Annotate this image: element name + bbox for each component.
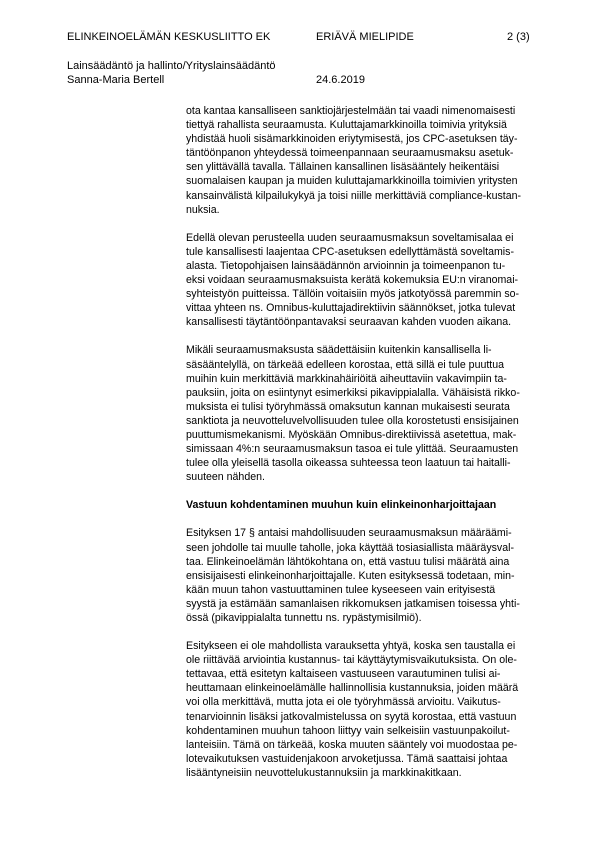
text-line: puuttumismekanismi. Myöskään Omnibus-direktiivissä asetettua, mak- bbox=[186, 428, 517, 441]
text-line: nuksia. bbox=[186, 203, 220, 216]
paragraph bbox=[186, 231, 572, 330]
text-line: pauksiin, joita on esiintynyt esimerkiksi pikavippialalla. Vähäisistä rikko- bbox=[186, 386, 520, 399]
text-line: suomalaisen kaupan ja muiden kuluttajamarkkinoilla toimivien yritysten bbox=[186, 175, 518, 188]
document-date: 24.6.2019 bbox=[316, 74, 365, 86]
text-line: kohdentaminen muuhun tahoon liittyy vain selkeisiin vastuunpakoilut- bbox=[186, 724, 510, 737]
text-line: össä (pikavippialalta tunnettu ns. rypästymisilmiö). bbox=[186, 612, 422, 624]
text-line: simissaan 4%:n seuraamusmaksun tasoa ei tule ylittää. Seuraamusten bbox=[186, 443, 519, 456]
text-line: muksista ei tulisi työryhmässä omaksutun kannan mukaisesti seurata bbox=[186, 400, 510, 413]
paragraph bbox=[186, 104, 572, 217]
text-line: voi olla merkittävä, mutta jota ei ole työryhmässä arvioitu. Vaikutus- bbox=[186, 696, 501, 709]
text-line: tiettyä rahallista seuraamusta. Kuluttajamarkkinoilla toimivia yrityksiä bbox=[186, 119, 507, 132]
text-line: tenarvioinnin lisäksi jatkovalmistelussa on syytä korostaa, että vastuun bbox=[186, 710, 517, 723]
text-line: ole riittävää arviointia kustannus- tai käyttäytymisvaikutuksista. On ole- bbox=[186, 654, 517, 667]
paragraph bbox=[186, 526, 572, 625]
organization-name: ELINKEINOELÄMÄN KESKUSLIITTO EK bbox=[67, 31, 271, 43]
text-line: kansainvälistä kilpailukykyä ja toisi niille merkittäviä compliance-kustan- bbox=[186, 189, 522, 202]
text-line: muihin kuin merkittäviä markkinahäiriöitä aiheuttaviin vakavimpiin ta- bbox=[186, 372, 507, 385]
text-line: tettavaa, että esitetyn kaltaiseen vastuuseen varautuminen tulisi ai- bbox=[186, 668, 501, 681]
section-heading: Vastuun kohdentaminen muuhun kuin elinkeinonharjoittajaan bbox=[186, 499, 497, 512]
document-body bbox=[186, 104, 572, 794]
text-line: heuttamaan elinkeinoelämälle hallinnollisia kustannuksia, joiden määrä bbox=[186, 682, 519, 695]
text-line: seen johdolle tai muulle taholle, joka käyttää tosiasiallista määräysval- bbox=[186, 541, 514, 554]
page-number: 2 (3) bbox=[507, 31, 530, 43]
text-line: alasta. Tietopohjaisen lainsäädännön arvioinnin ja toimeenpanon tu- bbox=[186, 259, 506, 272]
text-line: syystä ja estämään samanlaisen rikkomuksen jatkamisen toisessa yhti- bbox=[186, 597, 520, 610]
text-line: suuteen nähden. bbox=[186, 471, 265, 484]
department: Lainsäädäntö ja hallinto/Yrityslainsäädäntö bbox=[67, 60, 276, 72]
text-line: ensisijaisesti elinkeinonharjoittajalle. Kuten esityksessä todetaan, min- bbox=[186, 569, 515, 582]
text-line: yhdistää huoli sisämarkkinoiden eriytymisestä, jos CPC-asetuksen täy- bbox=[186, 133, 518, 146]
text-line: vittaa yhteen ns. Omnibus-kuluttajadirektiivin säännökset, jotka tulevat bbox=[186, 302, 516, 315]
text-line: Edellä olevan perusteella uuden seuraamusmaksun soveltamisalaa ei bbox=[186, 231, 514, 244]
text-line: Esityksen 17 § antaisi mahdollisuuden seuraamusmaksun määräämi- bbox=[186, 527, 512, 540]
text-line: Mikäli seuraamusmaksusta säädettäisiin kuitenkin kansallisella li- bbox=[186, 344, 492, 357]
text-line: tule kansallisesti laajentaa CPC-asetuksen edellyttämästä soveltamis- bbox=[186, 245, 514, 258]
paragraph bbox=[186, 639, 572, 780]
text-line: kansallisesti täytäntöönpantavaksi seuraavan kahden vuoden aikana. bbox=[186, 316, 512, 329]
text-line: täntöönpanon yhteydessä toimeenpannaan seuraamusmaksu asetuk- bbox=[186, 147, 514, 160]
text-line: sen ylittävällä tavalla. Tällainen kansallinen lisäsääntely heikentäisi bbox=[186, 161, 500, 174]
text-line: säsääntelyllä, on tärkeää edelleen korostaa, että sillä ei tule puuttua bbox=[186, 358, 505, 371]
text-line: lanteisiin. Tämä on tärkeää, koska muuten sääntely voi muodostaa pe- bbox=[186, 738, 518, 751]
text-line: tulee olla yleisellä tasolla oikeassa suhteessa teon laatuun tai haitalli- bbox=[186, 457, 511, 470]
text-line: eksi voidaan seuraamusmaksuista kerätä kokemuksia EU:n viranomai- bbox=[186, 274, 519, 287]
text-line: lisääntyneisiin neuvottelukustannuksiin ja markkinakitkaan. bbox=[186, 766, 462, 779]
text-line: syhteistyön puitteissa. Tällöin voitaisiin myös jatkotyössä paremmin so- bbox=[186, 288, 520, 301]
text-line: taa. Elinkeinoelämän lähtökohtana on, että vastuu tulisi määrätä aina bbox=[186, 555, 510, 568]
text-line: ota kantaa kansalliseen sanktiojärjestelmään tai vaadi nimenomaisesti bbox=[186, 105, 516, 117]
document-type: ERIÄVÄ MIELIPIDE bbox=[316, 31, 414, 43]
author-name: Sanna-Maria Bertell bbox=[67, 74, 165, 86]
text-line: Esitykseen ei ole mahdollista varauksetta yhtyä, koska sen taustalla ei bbox=[186, 640, 516, 653]
text-line: lotevaikutuksen vastuidenjakoon arvoketjussa. Tämä saattaisi johtaa bbox=[186, 752, 508, 765]
text-line: sanktiota ja neuvotteluvelvollisuuden tulee olla korostetusti ensisijainen bbox=[186, 414, 519, 427]
text-line: kään muun tahon vastuuttaminen tulee kyseeseen vain erityisestä bbox=[186, 583, 496, 596]
paragraph bbox=[186, 343, 572, 484]
